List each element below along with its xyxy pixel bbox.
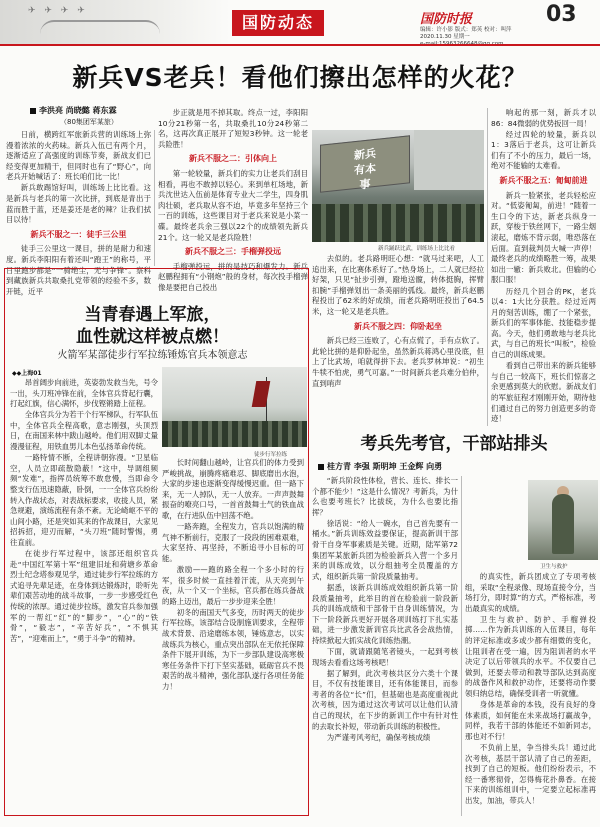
- column-rule: [461, 476, 462, 816]
- article1-col3: 去似的。老兵路明旺心想：“就马过来吧，人工追出来，在比赛体系好了。”热身场上，二人就已经拉好架，只见“扯步引弹，蹬地送髋，转体挺胸，挥臂扣腕”手榴弹划出一条美丽的弧线。最终，新兵赵鹏程投出了62米的好成绩，而老兵路明旺投出了64.5米，这一轮又是老兵胜。 新兵不服之四：仰卧起坐 新兵已经三连败了，心有点慌了，手有点软了。此轮比拼的是仰卧起坐，虽然新兵蒋鸿心里没底，但上了比武场，咱就得拼下去。老兵罗林坤说：“初生牛犊不怕虎，勇气可嘉。”一时间新兵老兵难分伯仲，直到哨声: [312, 254, 484, 388]
- article2-title-line1: 当青春遇上军旅，: [84, 305, 221, 325]
- article1-headline: 新兵VS老兵！看他们擦出怎样的火花？: [72, 63, 528, 92]
- article1-subhead5: 新兵不服之五：匍匐前进: [499, 176, 588, 186]
- article3-headline: 考兵先考官，干部站排头: [360, 434, 548, 454]
- masthead-rule: [0, 44, 600, 46]
- photo1-caption: 新兵踊跃比武，训练场上比比看: [378, 246, 456, 252]
- article2-title-line2: 血性就这样被点燃！: [76, 327, 229, 347]
- photo-recruits-banner: [312, 130, 484, 242]
- page-number: 03: [546, 2, 577, 27]
- article1-subhead3: 新兵不服之三：手榴弹投远: [185, 247, 281, 257]
- article1-col1: 日前，横跨红军旅新兵营的训练场上弥漫着浓浓的火药味。新兵入伍已有两个月，逐渐适应了高强度的训练节奏，新战友们已经变得更加精干，但同时也有了“野心”，向老兵开始喊话了：班长咱们比一比！ 新兵敢踢馆好叫，训练场上比比看。这是新兵与老兵的第一次比拼，到底是青出于蓝而胜于蓝，还是姜还是老的辣？让我们拭目以待！ 新兵不服之一：徒手三公里 徒手三公里这一课目，拼的是耐力和速度。新兵李阳阳有着还叫“跑王”的称号，平日里跑步都是“一骑绝尘，无与争锋”。察科到藏族新兵共取桑扎党带领的经验不多，数开链，近平: [6, 130, 151, 296]
- column-rule: [154, 130, 155, 266]
- soldiers-image: [312, 204, 484, 242]
- article2-col2: 长时间翻山越岭，让官兵们的体力受到严峻挑战，崩腾疼痛难忍、脚底磨出水泡，大家的步速也逐渐变得缓慢迟重。但一路下来，无一人掉队，无一人放弃。一声声鼓舞振奋的嘹亮口号，一首首鼓舞士气的铁血战歌，在行进队伍中回荡不绝。 一路奔跑，全程发力，官兵以饱满的精气神不断前行，克服了一段段的困难艰难，大家坚持、再坚持，不断追寻小目标的可能。 激励——跑的路全程一个多小时的行军，很多时候一直挂着汗流，从天亮到午夜，从一个又一个坐标，官兵都在练兵备战的路上迈出，最后一步步迎来全胜！ 初冬的南国天气多变，历时两天的徒步行军拉练，该部结合设制施训要求，全程带战术背景、沿途磨练本领，锤炼意志，以实战练兵为核心，重点突出部队在无依托保障条件下展开训练，为下一步部队建设高寒极寒任务条件下打下坚实基础，砥砺官兵不畏艰苦的战斗精神，强化部队遂行各项任务能力！: [162, 458, 304, 691]
- wings-icon: [40, 20, 160, 34]
- article1-subhead2: 新兵不服之二：引体向上: [189, 154, 277, 164]
- photo3-caption: 卫生与救护: [540, 564, 568, 570]
- flag-icon: [252, 381, 271, 407]
- article1-subhead1: 新兵不服之一：徒手三公里: [30, 229, 127, 239]
- troops-image: [162, 421, 307, 447]
- date: 2020.11.30: [420, 34, 452, 40]
- article2-byline: ◆◆上海01: [12, 370, 42, 377]
- article1-col4: 响起的那一刻，新兵才以86：84微弱的优势扳回一局！ 经过四轮的较量，新兵以1：3落后于老兵，这可让新兵们有了不小的压力，最后一场，绝对不能输的太难看。 新兵不服之五：匍匐前进 新兵一脸紧张，老兵轻松应对。“低姿匍匐，前进！”随着一生口令的下达，新老兵纵身一跃，穿梭于铁丝网下，一路尘烟滚起，磨炼不背示弱，唯恐落在后面。直到裁判员大喊一声停！最终老兵的成绩略胜一筹，战果如出一辙：新兵败北。但输的心服口服！ 历经几个回合的PK，老兵以4：1大比分获胜。经过近两月的刻苦训练，绷了一个紧张，新兵们的军事体能、技能稳步提高。今天，他们勇敢地与老兵比武，与自己的班长“叫板”，检验自己的训练成果。 看到自己带出来的新兵能够与自己一较高下，班长们惊喜之余更感到莫大的欣慰。新战友们的军旅征程才刚刚开始，期待他们通过自己的努力创造更多的奇迹！: [491, 108, 596, 424]
- masthead: [0, 0, 600, 50]
- article3-col1: “新兵阶段性体检，营长、连长、排长一个都不能少！”这是什么情况？考新兵，为什么也要考班长？比拔统，为什么也要比指挥？ 徐话说：“给人一碗水，自己首先要有一桶水。”新兵训练效益要保证，提高新训干部骨干自身军事素质是关键。近期，陆军第72集团军某旅新兵团为检验新兵入营一个多月来的训练成效，以分组抽考全员覆盖的方式，组织新兵第一阶段质量抽考。 据悉，该新兵训练成效组织新兵第一阶段质量抽考，此举目的首在检验前一阶段新兵的训练成绩和干部骨干自身训练情况，为下一阶段新兵更好开展各项训练打下扎实基础，进一步激发新训官兵比武各会战热情，持续掀起大抓实战化训练热潮。 下面，就请跟随笔者镜头，一起到考核现场去看看这场考核吧！ 据了解到，此次考核共区分六类十个课目，不仅有技能课目，还有体能课目，而参考者的各位“长”们，但基础也是高度重视此次考核，因为通过这次考试可以让他们认清自己的现状，在下步的新训工作中有针对性的去取长补短，带动新兵训练的积极性。 为严谨考风考纪，确保考核成绩: [312, 476, 458, 742]
- section-badge: 国防动态: [232, 10, 324, 36]
- photo-flag-march: [162, 367, 307, 447]
- column-rule: [487, 108, 488, 426]
- article1-affiliation: （80集团军某旅）: [60, 118, 118, 126]
- square-bullet-icon: [30, 108, 36, 114]
- banner-image: 新兵 有本 事: [320, 135, 410, 192]
- masthead-art: [0, 0, 230, 44]
- square-bullet-icon: [318, 464, 324, 470]
- photo-first-aid: [528, 480, 598, 560]
- weekday: 星期一: [453, 34, 470, 40]
- article2-col1: 昂首阔步向前进，英姿勃发救当先，号令一出，头刀班冲锋在前，全体官兵背起行囊，打起红旗，信心满怀，步伐铿锵踏上征程。 全体官兵分为若干个行军梯队，行军队伍中，全体官兵全程高歌，意志刚强，头顶烈日，在南国来林中跋山越岭。他们用双脚丈量漫漫征程，用铁血男儿本色弘扬革命传统。 一路特情不断，全程讲朝弥漫。“卫星临空，人员立即疏散隐蔽！”这中，导调组频频“发难”，指挥员统筹不敢怠慢，当即命令整支行伍迅速隐蔽，卧倒，一一全体官兵纷纷转入作战状态，对表战标要求，收拢人员，紧急规避，演练流程有条不紊。无论崎岖不平的山间小路，还是突如其来的作战课目，大家见招拆招，迎刃而解，“头刀班”随时警惕，勇往直前。 在徒步行军过程中，该部还组织官兵赴“中国红军第十军”纽建旧址和荷塘乡革命烈士纪念塔参观见学，通过徒步行军拉练的方式追寻先辈足迹，在身体到达锻炼时，聆听先辈们艰苦动地的战斗故事，一步一步感受红色传统的浓厚。通过徒步拉练，激发官兵参加强军的一帮红“红”的“脚步”，“心”的“铁骨”，“毅志”，“辛苦好兵”，“不惧其苦”，“迎难而上”，“勇于斗争”的精神。: [10, 378, 158, 643]
- article3-byline: 桂方青 李强 斯明坤 王金辉 向勇: [318, 461, 442, 472]
- editor-line: 编辑：许小影 版式：郑英 校对：叫萍: [420, 27, 512, 33]
- birds-icon: ✈ ✈ ✈ ✈: [28, 6, 88, 16]
- article1-subhead4: 新兵不服之四：仰卧起坐: [354, 321, 442, 331]
- article2-subtitle: 火箭军某部徒步行军拉练锤炼官兵本领意志: [57, 350, 248, 361]
- paper-logo: 国防时报: [420, 12, 473, 27]
- article1-col2: 步正就是甩不掉其取。终点一过，李阳阳10分21秒第一名，共取桑扎10分24秒第二名，这再次真正展开了短短3秒钟。这一轮老兵险胜！ 新兵不服之二：引体向上 第一轮较量，新兵们的实力让老兵们刮目相看，再也不敢掉以轻心。来到单杠场地，新兵沈世达入伍前是体育专业大二学生，四身肌肉壮硕，老兵取从容不迫，毕竟多年坚持三个一百的训练，这些课目对于老兵来说是小菜一碟。最终老兵余三强以22个的成绩领先新兵21个。这一轮又是老兵险胜！ 新兵不服之三：手榴弹投远 手榴弹投远，拼的是技巧和爆发力。新兵赵鹏程拥有“小钢炮”般的身材，每次投手榴弹像是要把自己投出: [158, 108, 308, 292]
- soldier-image: [552, 494, 574, 554]
- article1-byline: 李洪亮 尚晓懿 蒋东霖: [30, 105, 117, 116]
- photo2-caption: 徒步行军拉练: [254, 452, 288, 458]
- article3-col2: 的真实性，新兵团成立了专项考核组，采取“全程录像、现场直接令分，当场打分，即时算”的方式，严格标准，考出最真实的成绩。 卫生与救护、防护、手榴弹投掷……作为新兵训练的入伍课目，每年的评定标准或多或少都有细微的变化，让阻训者在受一遍，因为阻训者的水平决定了以后带领兵的水平。不仅要自己做到，还要去带动和教导部队达到高度的战备作风和救护动作，还要将动作要领归纳总结，确保受训者一听就懂。 身体是革命的本钱，没有良好的身体素质，如何能在未来战场打赢战争，同样，我若干部的体能还不如新同志，那也对不行！ 不负前上星，争当排头兵！通过此次考核，基层干部认清了自己的差距，找到了自己的短板。他们纷纷表示，不经一番寒彻骨，怎得梅花扑鼻香。在接下来的训练组训中，一定要立起标准再出发，加油，带兵人！: [465, 572, 596, 805]
